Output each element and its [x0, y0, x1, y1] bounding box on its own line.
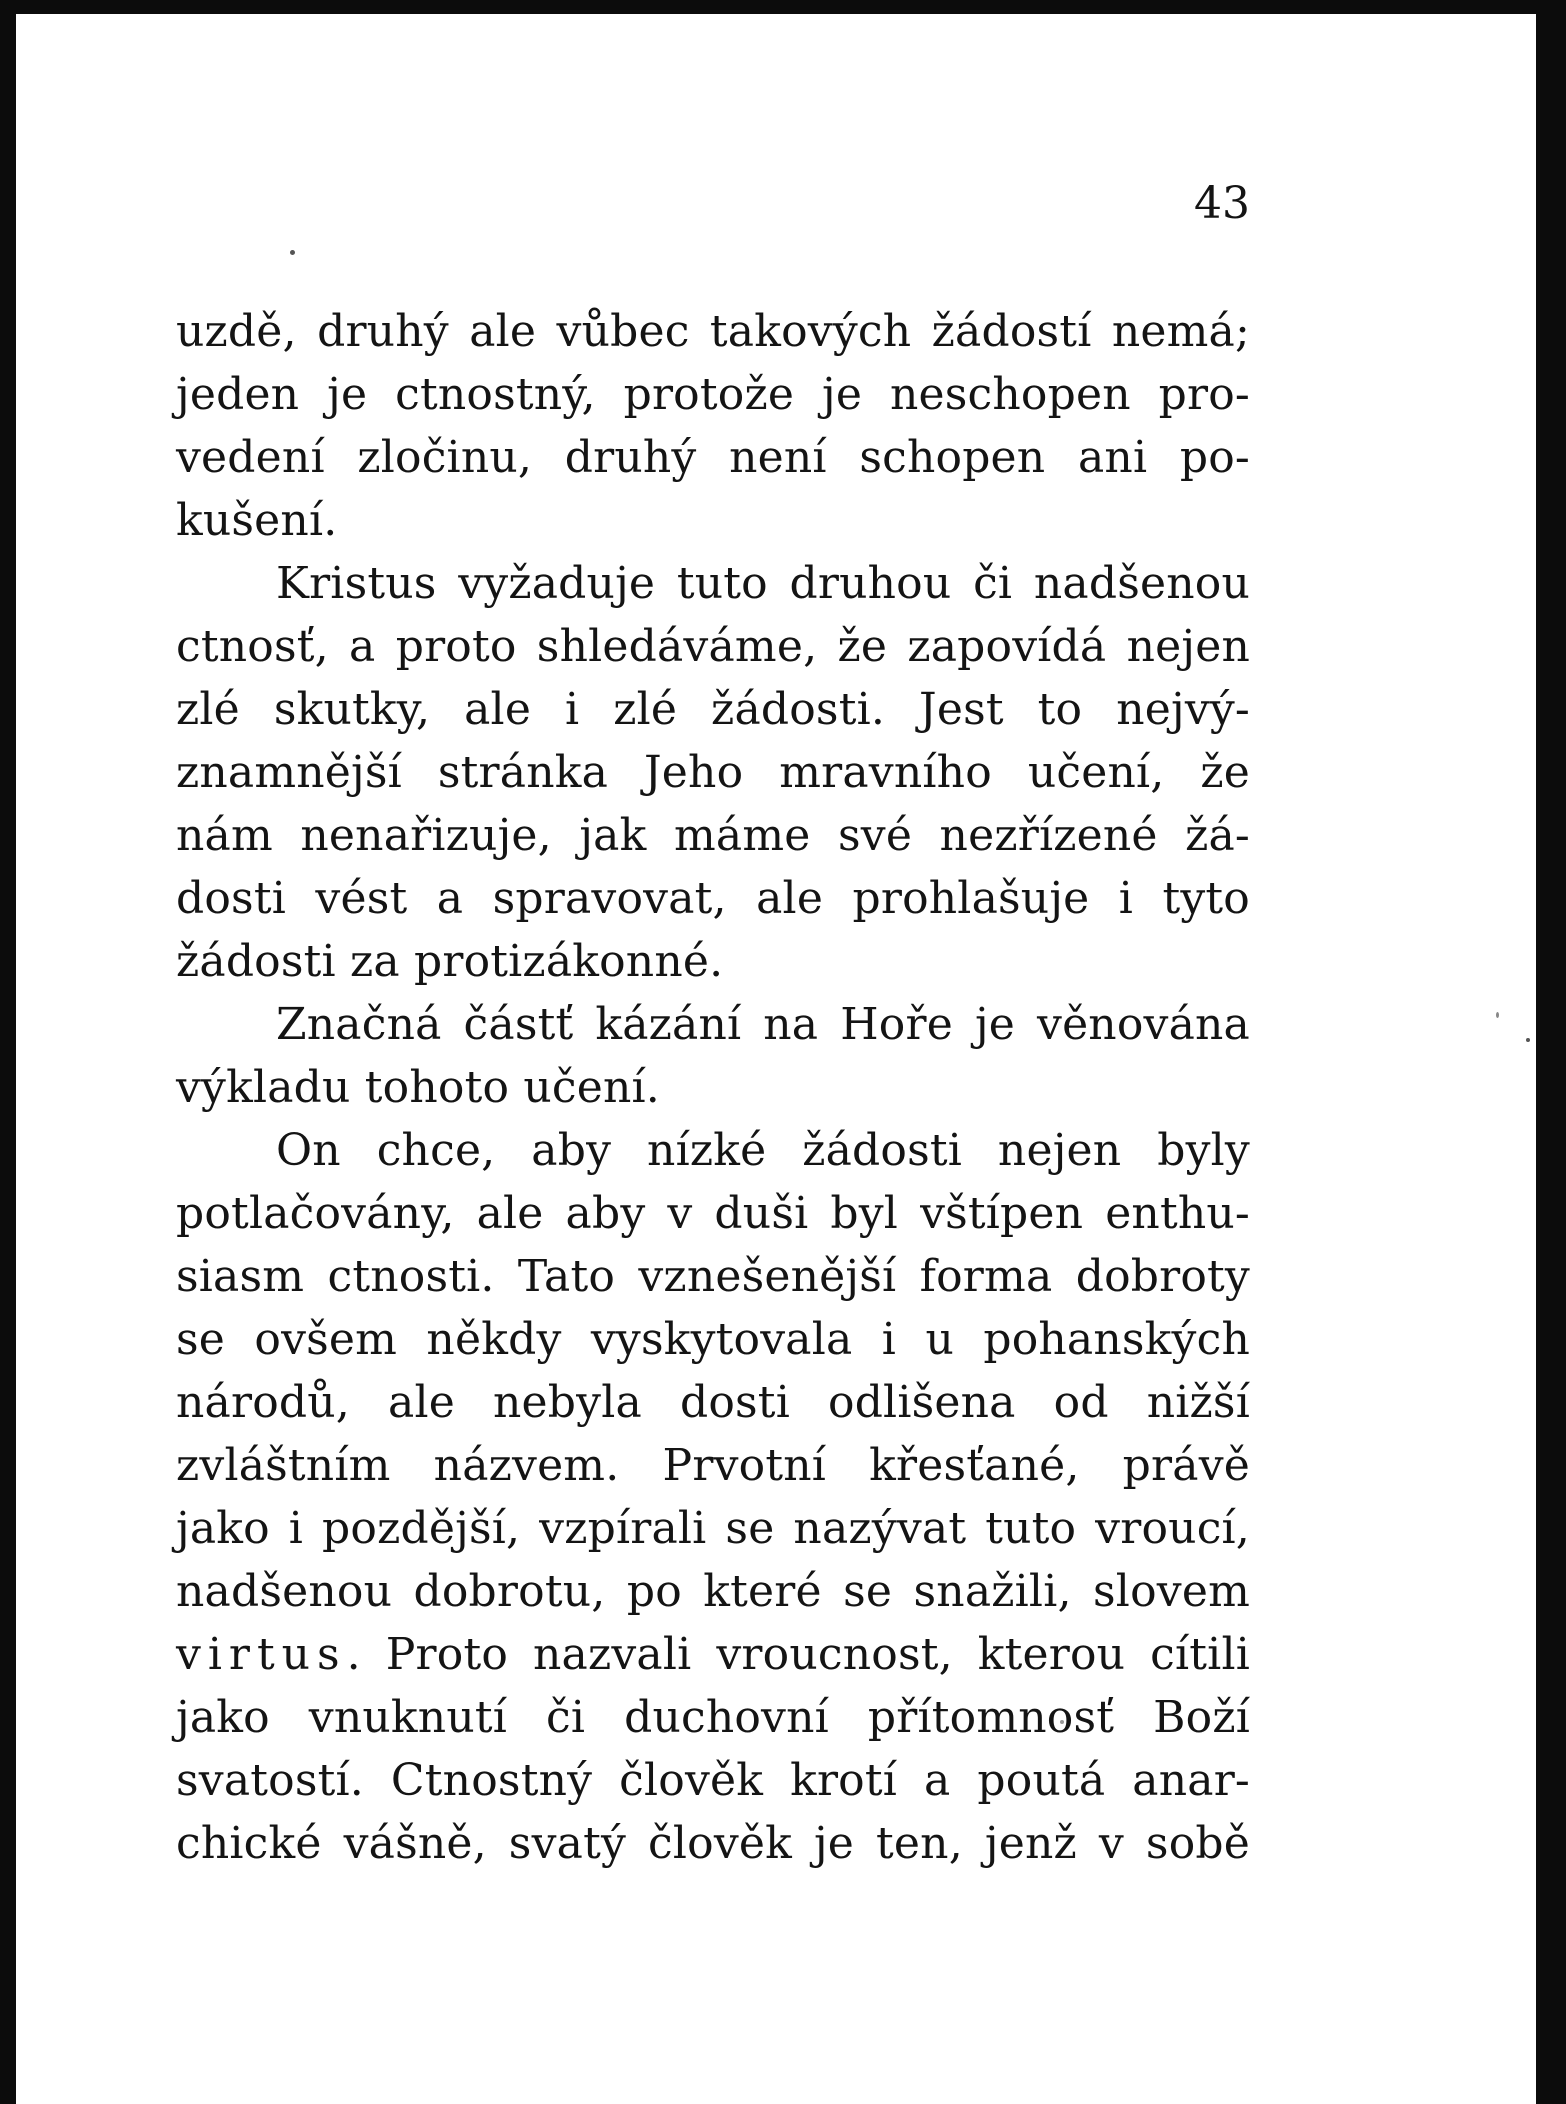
- paragraph-3: [176, 993, 1250, 1119]
- paragraph-4: [176, 1119, 1250, 1875]
- text-line: jako vnuknutí či duchovní přítomnosť Boží: [176, 1692, 1250, 1743]
- text-line: národů, ale nebyla dosti odlišena od nižší: [176, 1377, 1250, 1428]
- scan-border-left: [0, 0, 16, 2104]
- text-line: kušení.: [176, 495, 338, 546]
- text-line: nadšenou dobrotu, po které se snažili, slovem: [176, 1566, 1250, 1617]
- text-line: nám nenařizuje, jak máme své nezřízené žá-: [176, 810, 1250, 861]
- text-line: zvláštním názvem. Prvotní křesťané, právě: [176, 1440, 1250, 1491]
- text-line: ctnosť, a proto shledáváme, že zapovídá nejen: [176, 621, 1250, 672]
- text-line: znamnější stránka Jeho mravního učení, že: [176, 747, 1250, 798]
- text-line: jako i pozdější, vzpírali se nazývat tuto vroucí,: [176, 1503, 1250, 1554]
- body-text: [176, 300, 1250, 1875]
- text-line: jeden je ctnostný, protože je neschopen pro-: [176, 369, 1250, 420]
- text-line: Kristus vyžaduje tuto druhou či nadšenou: [276, 558, 1250, 609]
- text-line: se ovšem někdy vyskytovala i u pohanských: [176, 1314, 1250, 1365]
- text-line: uzdě, druhý ale vůbec takových žádostí nemá;: [176, 306, 1250, 357]
- text-line: siasm ctnosti. Tato vznešenější forma dobroty: [176, 1251, 1250, 1302]
- text-line: zlé skutky, ale i zlé žádosti. Jest to nejvý-: [176, 684, 1250, 735]
- paragraph-1: [176, 300, 1250, 552]
- text-line: žádosti za protizákonné.: [176, 936, 724, 987]
- text-line-emphasis: [176, 1623, 1250, 1686]
- text-line: Značná částť kázání na Hoře je věnována: [276, 999, 1250, 1050]
- text-line: vedení zločinu, druhý není schopen ani po-: [176, 432, 1250, 483]
- text-line: chické vášně, svatý člověk je ten, jenž v sobě: [176, 1818, 1250, 1869]
- text-line: dosti vést a spravovat, ale prohlašuje i tyto: [176, 873, 1250, 924]
- text-fragment: . Proto nazvali vroucnost, kterou cítili: [346, 1629, 1250, 1680]
- scan-border-top: [0, 0, 1566, 14]
- text-line: On chce, aby nízké žádosti nejen byly: [276, 1125, 1250, 1176]
- paragraph-2: [176, 552, 1250, 993]
- page-number: 43: [1194, 178, 1250, 229]
- text-line: výkladu tohoto učení.: [176, 1062, 660, 1113]
- scan-border-right: [1536, 0, 1566, 2104]
- spaced-word: virtus: [176, 1629, 347, 1680]
- text-line: potlačovány, ale aby v duši byl vštípen enthu-: [176, 1188, 1250, 1239]
- text-line: svatostí. Ctnostný člověk krotí a poutá anar-: [176, 1755, 1250, 1806]
